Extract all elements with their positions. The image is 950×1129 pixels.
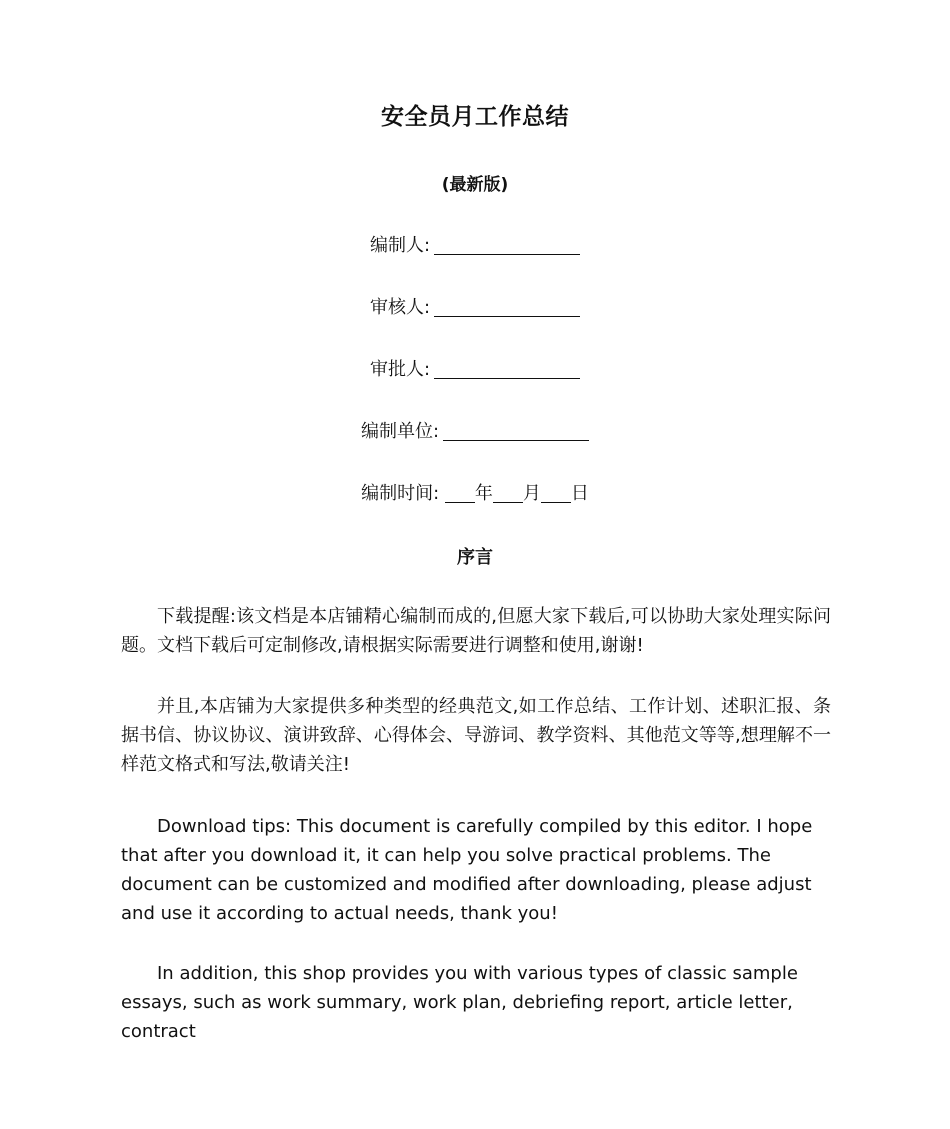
month-label: 月 xyxy=(522,483,541,504)
editor-field xyxy=(0,231,950,257)
reviewer-blank-line xyxy=(434,296,580,317)
document-title: 安全员月工作总结 xyxy=(381,104,569,130)
reviewer-field xyxy=(0,293,950,319)
unit-blank-line xyxy=(443,420,589,441)
paragraph-sample-types-en: In addition, this shop provides you with various types of classic sample essays, such as work summary, work plan, debriefing report, article letter, contract xyxy=(121,963,798,1042)
approver-label: 审批人: xyxy=(369,359,431,380)
preface-heading: 序言 xyxy=(457,547,493,568)
paragraph-download-tips-en: Download tips: This document is carefully compiled by this editor. I hope that after you download it, it can help you solve practical problems. The document can be customized and modified after downloading, please adjust and use it according to actual needs, thank you! xyxy=(121,816,813,924)
document-subtitle: (最新版) xyxy=(441,175,509,195)
paragraph-sample-types-zh: 并且,本店铺为大家提供多种类型的经典范文,如工作总结、工作计划、述职汇报、条据书信、协议协议、演讲致辞、心得体会、导游词、教学资料、其他范文等等,想理解不一样范文格式和写法,敬请关注! xyxy=(121,696,831,775)
time-label: 编制时间: xyxy=(361,483,440,504)
approver-field xyxy=(0,355,950,381)
day-label: 日 xyxy=(570,483,589,504)
unit-field xyxy=(0,417,950,443)
editor-blank-line xyxy=(434,234,580,255)
year-blank-line xyxy=(445,482,475,503)
year-label: 年 xyxy=(474,483,493,504)
month-blank-line xyxy=(493,482,523,503)
unit-label: 编制单位: xyxy=(360,421,440,442)
editor-label: 编制人: xyxy=(369,235,431,256)
approver-blank-line xyxy=(434,358,580,379)
day-blank-line xyxy=(541,482,571,503)
reviewer-label: 审核人: xyxy=(369,297,431,318)
time-field xyxy=(0,479,950,505)
paragraph-download-reminder-zh: 下载提醒:该文档是本店铺精心编制而成的,但愿大家下载后,可以协助大家处理实际问题。文档下载后可定制修改,请根据实际需要进行调整和使用,谢谢! xyxy=(121,606,831,656)
